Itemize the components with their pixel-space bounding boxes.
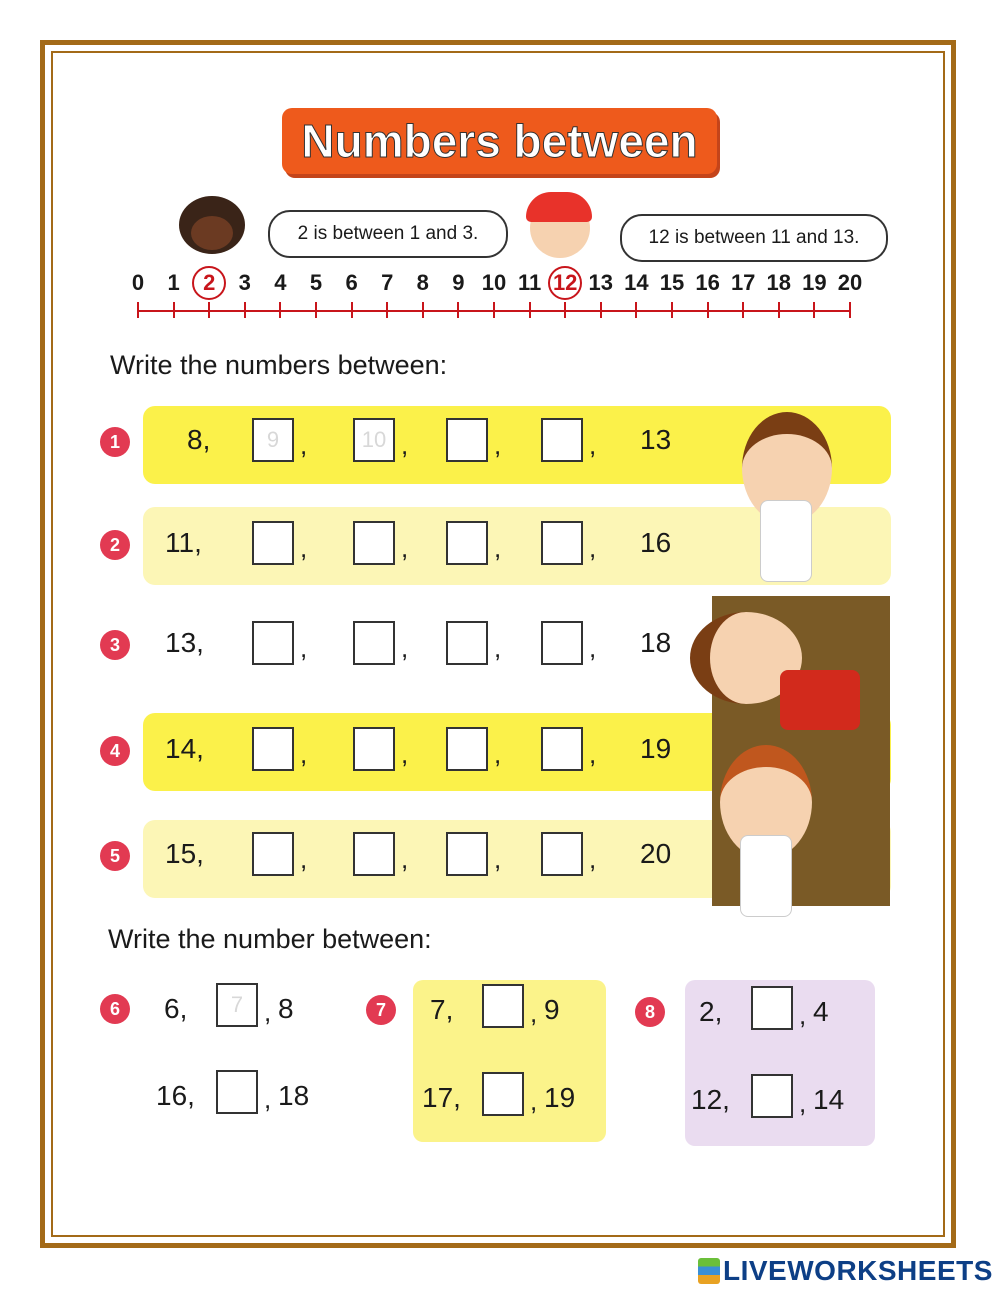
end-number: 16 — [640, 527, 672, 558]
end-number: 18 — [640, 627, 672, 658]
question-badge-6: 6 — [100, 994, 130, 1024]
end-number: 9 — [544, 994, 560, 1025]
boy-face-illustration — [179, 196, 245, 254]
number-line-label-18: 18 — [766, 270, 792, 295]
end-number: 13 — [640, 424, 672, 455]
number-line — [124, 268, 864, 328]
number-line-label-2: 2 — [203, 270, 216, 295]
start-number: 2, — [699, 996, 723, 1027]
number-line-label-10: 10 — [481, 270, 507, 295]
girl-face-illustration — [530, 198, 590, 258]
number-line-tick — [386, 302, 388, 318]
answer-box[interactable] — [446, 832, 488, 876]
start-number: 16, — [156, 1080, 195, 1111]
question-badge-4: 4 — [100, 736, 130, 766]
answer-box[interactable] — [252, 621, 294, 665]
answer-box[interactable] — [541, 418, 583, 462]
instruction-section1: Write the numbers between: — [110, 350, 448, 380]
start-number: 12, — [691, 1084, 730, 1115]
end-number: 8 — [278, 993, 294, 1024]
end-number: 18 — [278, 1080, 310, 1111]
number-line-tick — [813, 302, 815, 318]
answer-box[interactable] — [353, 832, 395, 876]
separator-comma: , — [589, 633, 597, 663]
start-number: 11, — [165, 527, 202, 558]
number-line-tick — [493, 302, 495, 318]
end-number: 19 — [640, 733, 672, 764]
answer-box[interactable] — [446, 621, 488, 665]
answer-box[interactable] — [252, 832, 294, 876]
end-number: 14 — [813, 1084, 845, 1115]
number-line-label-17: 17 — [730, 270, 756, 295]
number-line-tick — [849, 302, 851, 318]
start-number: 17, — [422, 1082, 461, 1113]
start-number: 7, — [430, 994, 454, 1025]
number-line-tick — [564, 302, 566, 318]
answer-box[interactable] — [353, 727, 395, 771]
number-line-label-20: 20 — [837, 270, 863, 295]
kid-three-body — [740, 835, 792, 917]
worksheet-title — [282, 108, 717, 174]
answer-box[interactable] — [541, 521, 583, 565]
answer-box[interactable]: 10 — [353, 418, 395, 462]
separator-comma: , — [300, 844, 308, 874]
separator-comma: , — [264, 997, 272, 1027]
separator-comma: , — [494, 739, 502, 769]
number-line-tick — [351, 302, 353, 318]
separator-comma: , — [264, 1084, 272, 1114]
number-line-label-1: 1 — [167, 270, 180, 295]
question-badge-1: 1 — [100, 427, 130, 457]
number-line-label-19: 19 — [802, 270, 827, 295]
number-line-tick — [600, 302, 602, 318]
separator-comma: , — [589, 430, 597, 460]
start-number: 15, — [165, 838, 204, 869]
liveworksheets-logo — [698, 1255, 993, 1287]
boy-kid-body — [760, 500, 812, 582]
start-number: 8, — [187, 424, 211, 455]
separator-comma: , — [799, 1088, 807, 1118]
question-badge-5: 5 — [100, 841, 130, 871]
number-line-label-14: 14 — [624, 270, 649, 295]
number-line-label-4: 4 — [274, 270, 287, 295]
girl-kid-body — [780, 670, 860, 730]
number-line-tick — [315, 302, 317, 318]
brand-text: LIVEWORKSHEETS — [723, 1255, 993, 1286]
end-number: 20 — [640, 838, 672, 869]
separator-comma: , — [530, 998, 538, 1028]
separator-comma: , — [589, 739, 597, 769]
separator-comma: , — [494, 533, 502, 563]
end-number: 19 — [544, 1082, 576, 1113]
number-line-tick — [778, 302, 780, 318]
start-number: 13, — [165, 627, 204, 658]
separator-comma: , — [401, 844, 409, 874]
separator-comma: , — [300, 533, 308, 563]
number-line-tick — [244, 302, 246, 318]
separator-comma: , — [300, 430, 308, 460]
separator-comma: , — [401, 430, 409, 460]
separator-comma: , — [494, 430, 502, 460]
answer-box[interactable] — [446, 727, 488, 771]
number-line-label-11: 11 — [517, 270, 542, 295]
answer-box[interactable] — [252, 727, 294, 771]
number-line-label-3: 3 — [238, 270, 251, 295]
number-line-label-16: 16 — [695, 270, 720, 295]
number-line-tick — [173, 302, 175, 318]
answer-box[interactable] — [252, 521, 294, 565]
number-line-tick — [635, 302, 637, 318]
speech-bubble-right: 12 is between 11 and 13. — [620, 214, 888, 262]
separator-comma: , — [401, 633, 409, 663]
end-number: 4 — [813, 996, 829, 1027]
number-line-label-13: 13 — [588, 270, 614, 295]
instruction-section2: Write the number between: — [108, 924, 432, 954]
answer-box[interactable] — [482, 1072, 524, 1116]
question-badge-7: 7 — [366, 995, 396, 1025]
number-line-tick — [208, 302, 210, 318]
speech-bubble-left: 2 is between 1 and 3. — [268, 210, 508, 258]
answer-box[interactable] — [216, 1070, 258, 1114]
separator-comma: , — [300, 739, 308, 769]
number-line-label-15: 15 — [659, 270, 685, 295]
answer-box[interactable] — [751, 986, 793, 1030]
number-line-label-8: 8 — [416, 270, 429, 295]
answer-box[interactable] — [353, 621, 395, 665]
title-text: Numbers between — [301, 115, 698, 167]
number-line-tick — [529, 302, 531, 318]
number-line-tick — [279, 302, 281, 318]
number-line-label-6: 6 — [345, 270, 358, 295]
answer-box[interactable] — [541, 621, 583, 665]
answer-box[interactable] — [446, 521, 488, 565]
start-number: 14, — [165, 733, 204, 764]
number-line-tick — [457, 302, 459, 318]
answer-box[interactable] — [751, 1074, 793, 1118]
number-line-label-9: 9 — [452, 270, 465, 295]
liveworksheets-logo-icon — [698, 1258, 720, 1284]
answer-box[interactable] — [446, 418, 488, 462]
separator-comma: , — [799, 1000, 807, 1030]
separator-comma: , — [494, 633, 502, 663]
answer-box[interactable] — [541, 832, 583, 876]
number-line-tick — [137, 302, 139, 318]
answer-box[interactable]: 7 — [216, 983, 258, 1027]
number-line-label-0: 0 — [131, 270, 145, 295]
number-line-label-5: 5 — [309, 270, 323, 295]
separator-comma: , — [530, 1086, 538, 1116]
separator-comma: , — [589, 533, 597, 563]
answer-box[interactable]: 9 — [252, 418, 294, 462]
answer-box[interactable] — [541, 727, 583, 771]
number-line-tick — [742, 302, 744, 318]
number-line-tick — [671, 302, 673, 318]
answer-box[interactable] — [482, 984, 524, 1028]
question-badge-2: 2 — [100, 530, 130, 560]
separator-comma: , — [494, 844, 502, 874]
question-badge-3: 3 — [100, 630, 130, 660]
separator-comma: , — [589, 844, 597, 874]
number-line-tick — [707, 302, 709, 318]
number-line-tick — [422, 302, 424, 318]
separator-comma: , — [300, 633, 308, 663]
start-number: 6, — [164, 993, 188, 1024]
answer-box[interactable] — [353, 521, 395, 565]
number-line-label-7: 7 — [381, 270, 394, 295]
question-badge-8: 8 — [635, 997, 665, 1027]
separator-comma: , — [401, 739, 409, 769]
number-line-label-12: 12 — [552, 270, 578, 295]
separator-comma: , — [401, 533, 409, 563]
